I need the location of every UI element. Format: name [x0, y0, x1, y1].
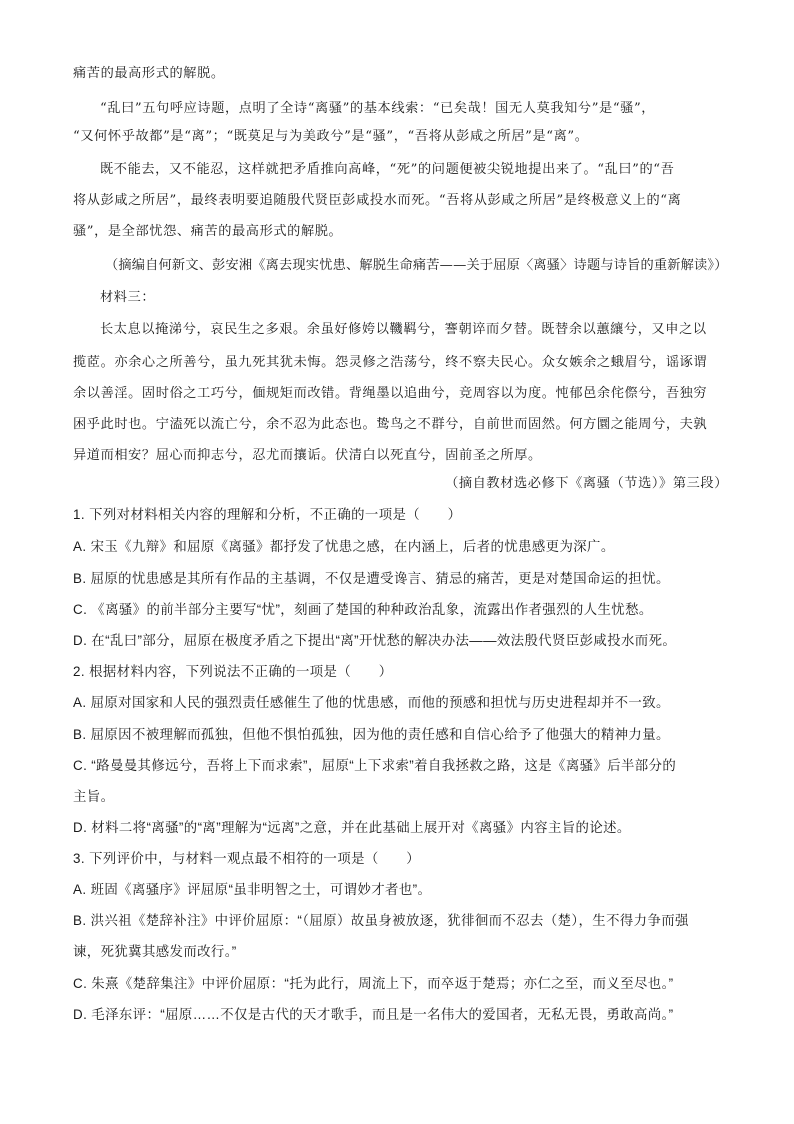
question-2-stem: 2. 根据材料内容，下列说法不正确的一项是（ ）	[73, 664, 393, 679]
question-3-option-c: C. 朱熹《楚辞集注》中评价屈原：“托为此行，周流上下，而卒返于楚焉；亦仁之至，而义至尽也。”	[73, 976, 674, 991]
poem-line-2: 揽茝。亦余心之所善兮，虽九死其犹未悔。怨灵修之浩荡兮，终不察夫民心。众女嫉余之蛾眉兮，谣诼谓	[73, 355, 708, 370]
question-1-option-d: D. 在“乱曰”部分，屈原在极度矛盾之下提出“离”开忧愁的解决办法——效法殷代贤臣彭咸投水而死。	[73, 633, 677, 648]
question-1-option-c: C. 《离骚》的前半部分主要写“忧”，刻画了楚国的种种政治乱象，流露出作者强烈的人生忧愁。	[73, 602, 653, 617]
source-citation-material-3: （摘自教材选必修下《离骚（节选）》第三段）	[445, 476, 728, 491]
question-2-option-b: B. 屈原因不被理解而孤独，但他不惧怕孤独，因为他的责任感和自信心给予了他强大的精神力量。	[73, 727, 670, 742]
poem-line-3: 余以善淫。固时俗之工巧兮，偭规矩而改错。背绳墨以追曲兮，竞周容以为度。忳郁邑余侘傺兮，吾独穷	[73, 386, 708, 401]
question-3-stem: 3. 下列评价中，与材料一观点最不相符的一项是（ ）	[73, 851, 421, 866]
poem-line-1: 长太息以掩涕兮，哀民生之多艰。余虽好修姱以鞿羁兮，謇朝谇而夕替。既替余以蕙纕兮，又申之以	[100, 322, 707, 337]
paragraph-luanyue-line-1: “乱曰”五句呼应诗题，点明了全诗“离骚”的基本线索：“已矣哉！国无人莫我知兮”是“骚”，	[100, 101, 656, 116]
paragraph-neng-line-3: 骚”，是全部忧怨、痛苦的最高形式的解脱。	[73, 224, 343, 239]
paragraph-neng-line-2: 将从彭咸之所居”，最终表明要追随殷代贤臣彭咸投水而死。“吾将从彭咸之所居”是终极意义上的“离	[73, 193, 682, 208]
question-2-option-d: D. 材料二将“离骚”的“离”理解为“远离”之意，并在此基础上展开对《离骚》内容主旨的论述。	[73, 820, 631, 835]
question-1-stem: 1. 下列对材料相关内容的理解和分析，不正确的一项是（ ）	[73, 507, 462, 522]
question-1-option-b: B. 屈原的忧患感是其所有作品的主基调，不仅是遭受谗言、猜忌的痛苦，更是对楚国命运的担忧。	[73, 571, 670, 586]
question-1-option-a: A. 宋玉《九辩》和屈原《离骚》都抒发了忧患之感，在内涵上，后者的忧患感更为深广。	[73, 539, 615, 554]
source-citation-material-2: （摘编自何新文、彭安湘《离去现实忧患、解脱生命痛苦——关于屈原〈离骚〉诗题与诗旨的重新解读》）	[105, 258, 728, 273]
question-3-option-d: D. 毛泽东评：“屈原……不仅是古代的天才歌手，而且是一名伟大的爱国者，无私无畏，勇敢高尚。”	[73, 1007, 674, 1022]
question-3-option-b-line-1: B. 洪兴祖《楚辞补注》中评价屈原：“（屈原）故虽身被放逐，犹徘徊而不忍去（楚），生不得力争而强	[73, 913, 689, 928]
question-2-option-c-line-2: 主旨。	[73, 789, 115, 804]
question-2-option-a: A. 屈原对国家和人民的强烈责任感催生了他的忧患感，而他的预感和担忧与历史进程却并不一致。	[73, 695, 670, 710]
poem-line-5: 异道而相安？屈心而抑志兮，忍尤而攘诟。伏清白以死直兮，固前圣之所厚。	[73, 448, 542, 463]
material-3-label: 材料三：	[100, 290, 156, 305]
paragraph-luanyue-line-2: “又何怀乎故都”是“离”；“既莫足与为美政兮”是“骚”，“吾将从彭咸之所居”是“离”。	[73, 129, 589, 144]
question-3-option-b-line-2: 谏，死犹冀其感发而改行。”	[73, 944, 237, 959]
passage-line-tail: 痛苦的最高形式的解脱。	[73, 66, 225, 81]
poem-line-4: 困乎此时也。宁溘死以流亡兮，余不忍为此态也。鸷鸟之不群兮，自前世而固然。何方圜之能周兮，夫孰	[73, 417, 708, 432]
question-3-option-a: A. 班固《离骚序》评屈原“虽非明智之士，可谓妙才者也”。	[73, 882, 432, 897]
paragraph-neng-line-1: 既不能去，又不能忍，这样就把矛盾推向高峰，“死”的问题便被尖锐地提出来了。“乱曰”的“吾	[100, 162, 675, 177]
question-2-option-c-line-1: C. “路曼曼其修远兮，吾将上下而求索”，屈原“上下求索”着自我拯救之路，这是《离骚》后半部分的	[73, 758, 677, 773]
